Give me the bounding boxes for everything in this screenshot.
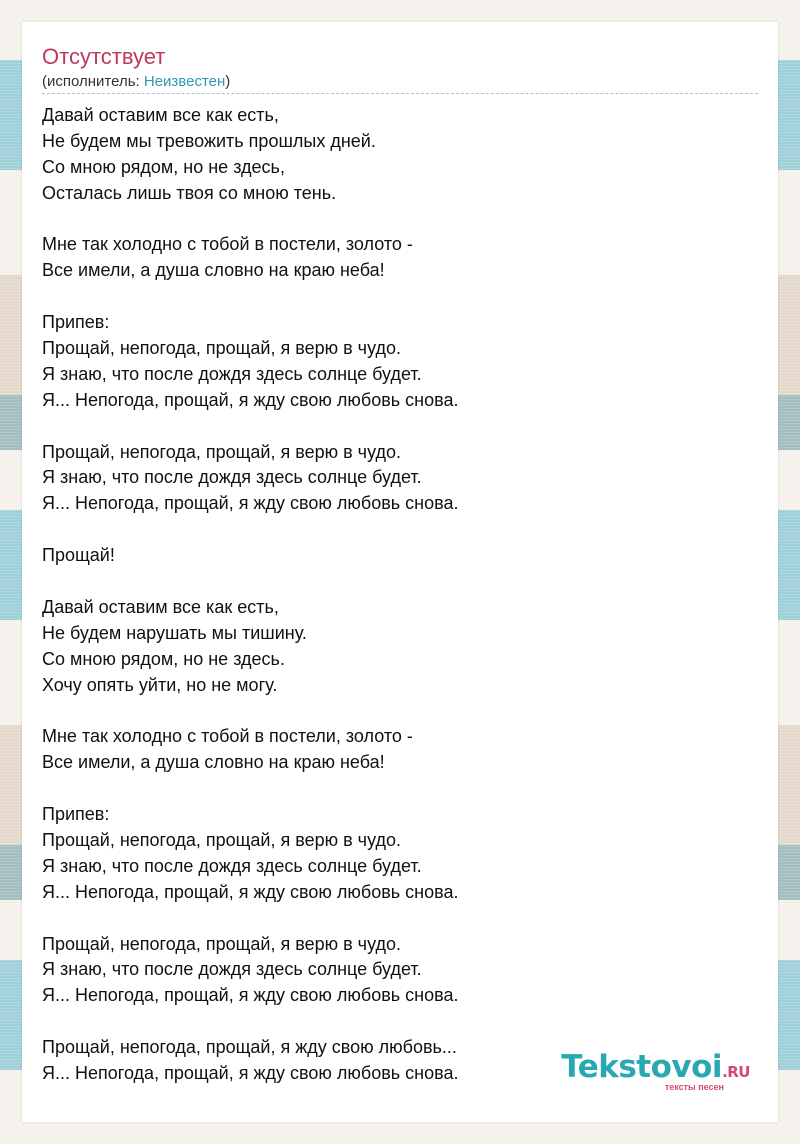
lyric-line: Я знаю, что после дождя здесь солнце будет. [42,959,422,980]
artist-suffix: ) [225,73,231,90]
song-title: Отсутствует [42,44,166,69]
lyric-line: Прощай, непогода, прощай, я жду свою любовь... [42,1037,457,1058]
lyric-line: Осталась лишь твоя со мною тень. [42,182,337,203]
lyric-line: Мне так холодно с тобой в постели, золото - [42,234,413,255]
lyrics-sheet [22,22,778,1122]
lyric-line: Давай оставим все как есть, [42,596,279,617]
lyric-line [42,207,758,233]
lyric-line: Все имели, а душа словно на краю неба! [42,752,385,773]
lyric-line: Я... Непогода, прощай, я жду свою любовь снова. [42,985,459,1006]
site-logo[interactable] [561,1049,750,1092]
logo-tagline: тексты песен [664,1082,724,1092]
lyric-line: Прощай, непогода, прощай, я верю в чудо. [42,338,401,359]
logo-main-text: Tekstovoi [561,1049,723,1085]
lyric-line [42,906,758,932]
lyric-line [42,1009,758,1035]
artist-line [42,73,230,90]
lyric-line: Припев: [42,312,110,333]
lyric-line [42,414,758,440]
lyrics-body [42,103,758,1087]
lyric-line: Прощай, непогода, прощай, я верю в чудо. [42,829,401,850]
artist-link[interactable]: Неизвестен [143,73,226,90]
lyric-line: Я знаю, что после дождя здесь солнце будет. [42,855,422,876]
logo-wordmark [561,1049,750,1085]
lyric-line: Не будем нарушать мы тишину. [42,622,307,643]
lyric-line: Я... Непогода, прощай, я жду свою любовь снова. [42,1062,459,1083]
lyric-line: Со мною рядом, но не здесь. [42,648,285,669]
lyric-line [42,517,758,543]
lyric-line [42,569,758,595]
artist-prefix: (исполнитель: [42,73,144,90]
lyric-line: Прощай, непогода, прощай, я верю в чудо. [42,441,401,462]
lyric-line: Давай оставим все как есть, [42,105,279,125]
lyric-line: Я... Непогода, прощай, я жду свою любовь снова. [42,493,459,514]
lyric-line: Со мною рядом, но не здесь, [42,156,285,177]
logo-domain-suffix: .RU [722,1063,750,1081]
lyric-line: Я знаю, что после дождя здесь солнце будет. [42,363,422,384]
lyric-line: Не будем мы тревожить прошлых дней. [42,130,376,151]
lyric-line: Прощай! [42,545,115,566]
lyric-line: Я... Непогода, прощай, я жду свою любовь снова. [42,881,459,902]
lyric-line [42,776,758,802]
lyric-line: Прощай, непогода, прощай, я верю в чудо. [42,933,401,954]
lyric-line [42,698,758,724]
lyric-line: Все имели, а душа словно на краю неба! [42,260,385,281]
divider [42,93,758,94]
lyric-line: Мне так холодно с тобой в постели, золото - [42,726,413,747]
lyric-line: Я... Непогода, прощай, я жду свою любовь снова. [42,389,459,410]
lyric-line: Хочу опять уйти, но не могу. [42,674,278,695]
lyric-line [42,284,758,310]
lyric-line: Припев: [42,804,110,825]
lyric-line: Я знаю, что после дождя здесь солнце будет. [42,467,422,488]
